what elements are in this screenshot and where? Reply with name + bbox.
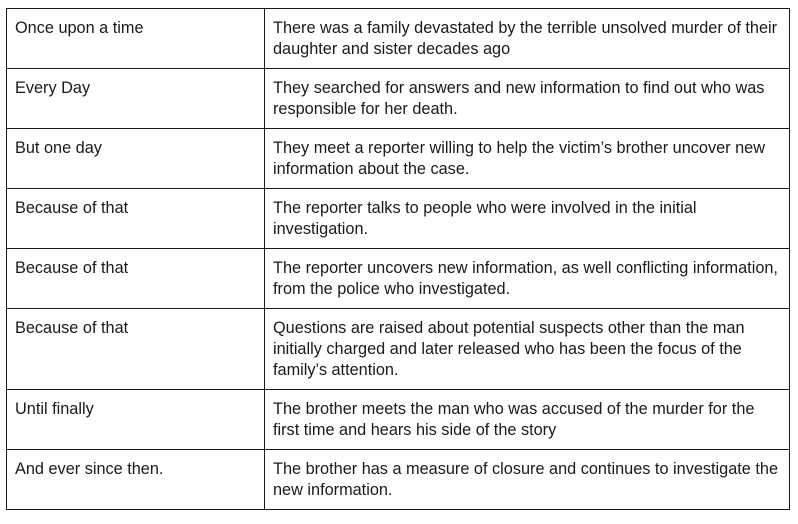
event-cell: There was a family devastated by the terrible unsolved murder of their daughter and sister decades ago xyxy=(265,9,790,69)
event-cell: The brother has a measure of closure and continues to investigate the new information. xyxy=(265,450,790,510)
event-cell: The brother meets the man who was accused of the murder for the first time and hears his side of the story xyxy=(265,390,790,450)
prompt-cell: Because of that xyxy=(7,309,265,390)
prompt-cell: Every Day xyxy=(7,69,265,129)
table-row xyxy=(7,390,790,450)
prompt-cell: Because of that xyxy=(7,249,265,309)
event-cell: They meet a reporter willing to help the victim’s brother uncover new information about the case. xyxy=(265,129,790,189)
event-cell: They searched for answers and new information to find out who was responsible for her death. xyxy=(265,69,790,129)
story-spine-table xyxy=(6,8,790,510)
prompt-cell: Because of that xyxy=(7,189,265,249)
table-row xyxy=(7,249,790,309)
prompt-cell: And ever since then. xyxy=(7,450,265,510)
prompt-cell: But one day xyxy=(7,129,265,189)
table-row xyxy=(7,309,790,390)
event-cell: Questions are raised about potential suspects other than the man initially charged and later released who has been the focus of the family’s attention. xyxy=(265,309,790,390)
prompt-cell: Once upon a time xyxy=(7,9,265,69)
event-cell: The reporter talks to people who were involved in the initial investigation. xyxy=(265,189,790,249)
table-row xyxy=(7,129,790,189)
table-row xyxy=(7,69,790,129)
table-row xyxy=(7,189,790,249)
prompt-cell: Until finally xyxy=(7,390,265,450)
table-row xyxy=(7,9,790,69)
event-cell: The reporter uncovers new information, as well conflicting information, from the police who investigated. xyxy=(265,249,790,309)
table-row xyxy=(7,450,790,510)
